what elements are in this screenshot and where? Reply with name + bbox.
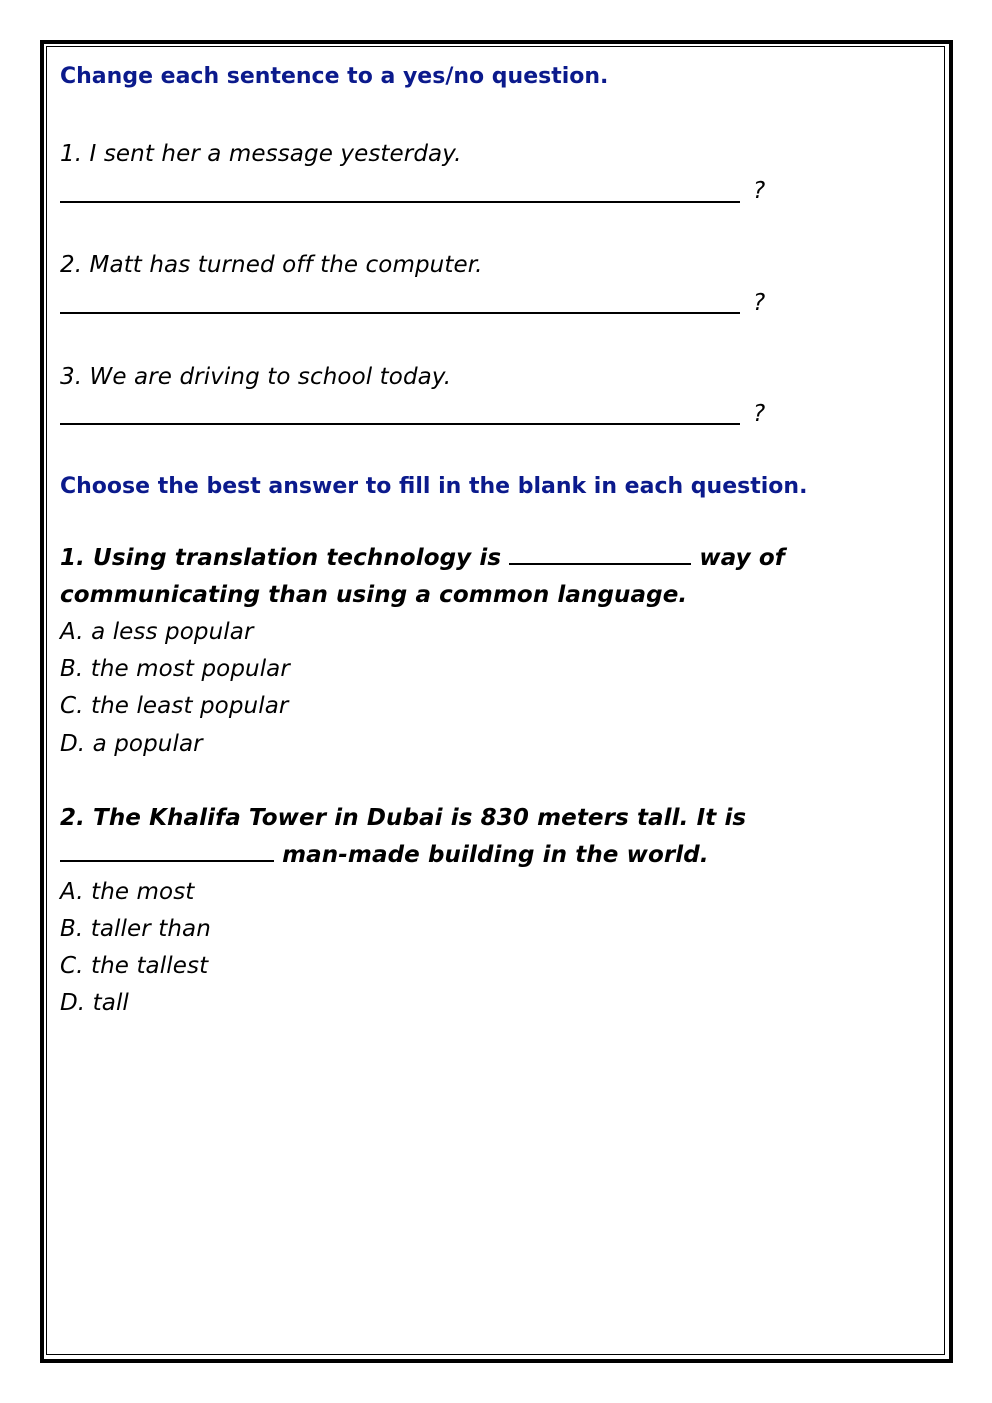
question-1-option-a[interactable]: A. a less popular — [60, 619, 254, 645]
question-mark-1: ? — [753, 178, 766, 204]
answer-line-2[interactable] — [60, 312, 740, 314]
section1-heading: Change each sentence to a yes/no question. — [60, 64, 609, 89]
question-2-text-after: man-made building in the world. — [282, 842, 709, 868]
question-2-line-1: 2. The Khalifa Tower in Dubai is 830 meters tall. It is — [60, 805, 747, 831]
question-2-option-a[interactable]: A. the most — [60, 879, 195, 905]
question-2-option-c[interactable]: C. the tallest — [60, 953, 209, 979]
question-1-line-2: communicating than using a common language. — [60, 582, 688, 608]
question-mark-3: ? — [753, 401, 766, 427]
answer-line-3[interactable] — [60, 423, 740, 425]
question-1-line-1 — [60, 545, 785, 571]
question-mark-2: ? — [753, 290, 766, 316]
question-1-option-c[interactable]: C. the least popular — [60, 693, 289, 719]
question-2-option-d[interactable]: D. tall — [60, 990, 129, 1016]
section1-sentence-2: 2. Matt has turned off the computer. — [60, 252, 483, 278]
question-2-option-b[interactable]: B. taller than — [60, 916, 211, 942]
question-1-text-after: way of — [699, 545, 785, 571]
question-1-option-d[interactable]: D. a popular — [60, 731, 203, 757]
section1-sentence-1: 1. I sent her a message yesterday. — [60, 141, 462, 167]
section1-sentence-3: 3. We are driving to school today. — [60, 364, 452, 390]
question-1-blank[interactable] — [509, 562, 691, 565]
section2-heading: Choose the best answer to fill in the blank in each question. — [60, 474, 808, 499]
question-2-blank[interactable] — [60, 859, 274, 862]
answer-line-1[interactable] — [60, 201, 740, 203]
question-1-option-b[interactable]: B. the most popular — [60, 656, 290, 682]
question-2-line-2 — [60, 842, 709, 868]
question-1-text-before: 1. Using translation technology is — [60, 545, 502, 571]
